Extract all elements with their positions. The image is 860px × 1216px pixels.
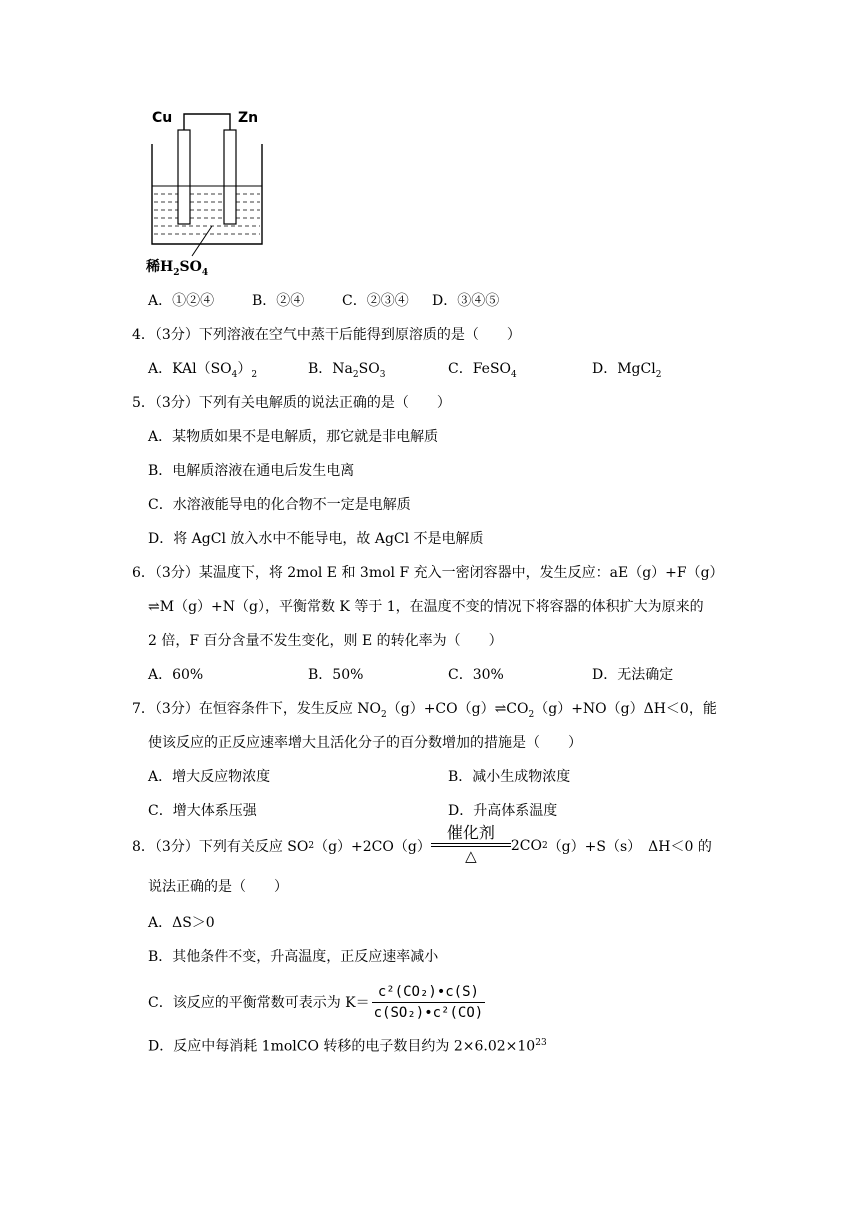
cu-label: Cu: [152, 110, 173, 126]
q8-option-c[interactable]: C．该反应的平衡常数可表示为 K＝ $\frac{\text{c²(CO₂)•c(S)}}{\text{c(SO₂)•c²(CO)}}$: [148, 983, 484, 1021]
q4-stem: 4．（3分）下列溶液在空气中蒸干后能得到原溶质的是（ ）: [132, 327, 521, 343]
galvanic-cell-figure: [146, 108, 276, 278]
q3-option-a[interactable]: A．①②④: [148, 293, 215, 309]
q6-option-a[interactable]: A．60%: [148, 667, 204, 683]
galvanic-cell-diagram: [146, 108, 276, 278]
q4-option-d[interactable]: D．MgCl$_2$: [592, 361, 662, 380]
q4-option-b[interactable]: B．$Na_2SO_3$: [308, 361, 386, 380]
q3-option-c[interactable]: C．②③④: [342, 293, 409, 309]
q7-option-d[interactable]: D．升高体系温度: [448, 803, 558, 819]
equilibrium-constant-fraction: $\frac{\text{c²(CO₂)•c(S)}}{\text{c(SO₂)•c²(CO)}}$: [373, 983, 484, 1021]
q5-option-a[interactable]: A．某物质如果不是电解质，那它就是非电解质: [148, 429, 439, 445]
q6-stem-line3: 2 倍，F 百分含量不发生变化，则 E 的转化率为（ ）: [148, 633, 503, 649]
q7-stem-line2: 使该反应的正反应速率增大且活化分子的百分数增加的措施是（ ）: [148, 735, 582, 751]
q8-stem-line1: 8．（3分）下列有关反应 SO 2 （g）+2CO（g） 催化剂 △ 2CO 2 （g）+S（s） ΔH＜0 的: [132, 823, 712, 865]
q6-stem-line1: 6．（3分）某温度下，将 2mol E 和 3mol F 充入一密闭容器中，发生反应：aE（g）+F（g）: [132, 565, 724, 581]
zn-label: Zn: [238, 110, 259, 126]
q8-option-d[interactable]: D．反应中每消耗 1molCO 转移的电子数目约为 $2\times 6.02\times 10^{23}$: [148, 1038, 547, 1055]
q6-option-c[interactable]: C．30%: [448, 667, 504, 683]
reaction-condition: 催化剂 △: [431, 824, 511, 864]
q5-option-c[interactable]: C．水溶液能导电的化合物不一定是电解质: [148, 497, 411, 513]
q5-option-d[interactable]: D．将 AgCl 放入水中不能导电，故 AgCl 不是电解质: [148, 531, 484, 547]
q8-option-a[interactable]: A．ΔS＞0: [148, 915, 215, 931]
q6-stem-line2: ⇌M（g）+N（g），平衡常数 K 等于 1，在温度不变的情况下将容器的体积扩大为原来的: [148, 599, 704, 615]
q5-option-b[interactable]: B．电解质溶液在通电后发生电离: [148, 463, 355, 479]
solution-label: 稀$H_2SO_4$: [146, 259, 209, 278]
q7-option-a[interactable]: A．增大反应物浓度: [148, 769, 271, 785]
q3-option-b[interactable]: B．②④: [252, 293, 305, 309]
q6-option-d[interactable]: D．无法确定: [592, 667, 674, 683]
q8-option-b[interactable]: B．其他条件不变，升高温度，正反应速率减小: [148, 949, 439, 965]
q7-option-c[interactable]: C．增大体系压强: [148, 803, 257, 819]
q6-option-b[interactable]: B．50%: [308, 667, 364, 683]
q3-option-d[interactable]: D．③④⑤: [432, 293, 500, 309]
q4-option-a[interactable]: A．$KAl(SO_4)_2$: [148, 361, 258, 380]
q5-stem: 5．（3分）下列有关电解质的说法正确的是（ ）: [132, 395, 451, 411]
q7-option-b[interactable]: B．减小生成物浓度: [448, 769, 571, 785]
q4-option-c[interactable]: C．FeSO$_4$: [448, 361, 517, 380]
q7-stem-line1: 7．（3分）在恒容条件下，发生反应 $NO_2(g)+CO(g)\rightleftharpoons CO_2(g)+NO(g)\Delta H<0$，能: [132, 701, 717, 720]
q8-stem-line2: 说法正确的是（ ）: [148, 879, 288, 895]
